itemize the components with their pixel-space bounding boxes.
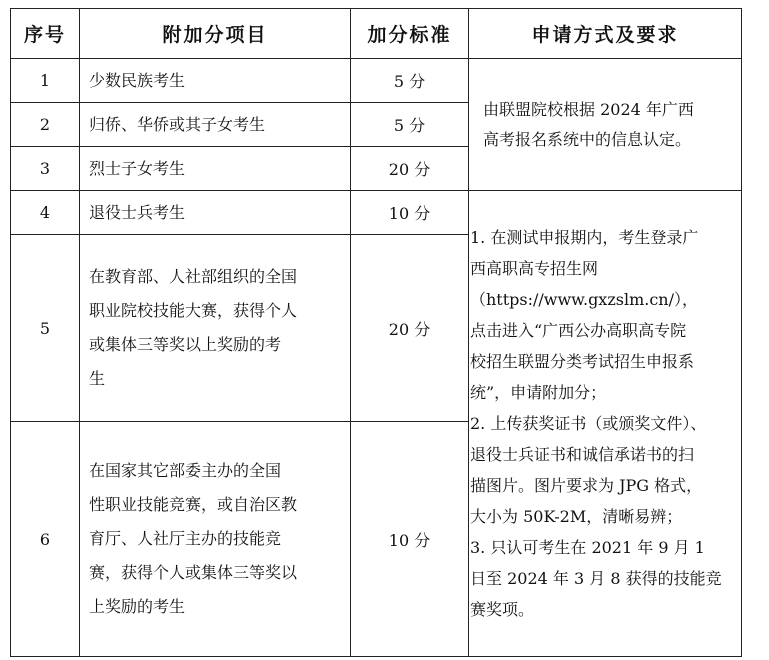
header-num: 序号: [11, 9, 80, 59]
header-requirement: 申请方式及要求: [469, 9, 742, 59]
row-score: 5 分: [351, 103, 469, 147]
item-line: 上奖励的考生: [89, 597, 186, 616]
item-line: 归侨、华侨或其子女考生: [89, 114, 266, 134]
item-line: 育厅、人社厅主办的技能竞: [89, 529, 282, 548]
row-num: 6: [11, 422, 80, 657]
requirement-cell-b: [469, 191, 742, 657]
row-num: 1: [11, 59, 80, 103]
table-row: [11, 191, 742, 235]
row-num: 5: [11, 235, 80, 422]
item-line: 赛，获得个人或集体三等奖以: [89, 563, 298, 582]
row-score: 20 分: [351, 235, 469, 422]
requirement-line: 由联盟院校根据 2024 年广西: [483, 99, 694, 119]
requirement-line: 高考报名系统中的信息认定。: [483, 129, 692, 149]
requirement-line: 赛奖项。: [470, 600, 535, 619]
item-line: 性职业技能竞赛，或自治区教: [89, 495, 298, 514]
requirement-line: 统”，申请附加分；: [470, 383, 607, 402]
row-item: [80, 191, 351, 235]
requirement-line: 西高职高专招生网: [470, 259, 599, 278]
table-row: [11, 59, 742, 103]
item-line: 职业院校技能大赛，获得个人: [89, 301, 298, 320]
row-score: 10 分: [351, 422, 469, 657]
row-item: [80, 59, 351, 103]
item-line: 或集体三等奖以上奖励的考: [89, 335, 282, 354]
row-num: 2: [11, 103, 80, 147]
requirement-line: 描图片。图片要求为 JPG 格式，: [470, 476, 703, 495]
row-num: 3: [11, 147, 80, 191]
item-line: 少数民族考生: [89, 70, 186, 90]
requirement-line: 校招生联盟分类考试招生申报系: [470, 352, 695, 371]
requirement-line: （https://www.gxzslm.cn/），: [470, 290, 699, 309]
row-item: [80, 422, 351, 657]
requirement-cell-a: [469, 59, 742, 191]
requirement-line: 日至 2024 年 3 月 8 获得的技能竞: [470, 569, 722, 588]
row-item: [80, 235, 351, 422]
row-score: 5 分: [351, 59, 469, 103]
item-line: 在国家其它部委主办的全国: [89, 461, 282, 480]
row-score: 20 分: [351, 147, 469, 191]
requirement-line: 大小为 50K-2M，清晰易辨；: [470, 507, 683, 526]
header-score: 加分标准: [351, 9, 469, 59]
requirement-line: 1. 在测试申报期内，考生登录广: [470, 228, 699, 247]
requirement-line: 2. 上传获奖证书（或颁奖文件）、: [470, 414, 707, 433]
item-line: 生: [89, 369, 106, 388]
item-line: 烈士子女考生: [89, 158, 186, 178]
header-row: [11, 9, 742, 59]
item-line: 退役士兵考生: [89, 202, 186, 222]
header-item: 附加分项目: [80, 9, 351, 59]
item-line: 在教育部、人社部组织的全国: [89, 267, 298, 286]
bonus-points-table: [10, 8, 742, 657]
requirement-line: 3. 只认可考生在 2021 年 9 月 1: [470, 538, 705, 557]
requirement-line: 点击进入“广西公办高职高专院: [470, 321, 687, 340]
row-item: [80, 147, 351, 191]
requirement-line: 退役士兵证书和诚信承诺书的扫: [470, 445, 695, 464]
row-item: [80, 103, 351, 147]
row-num: 4: [11, 191, 80, 235]
row-score: 10 分: [351, 191, 469, 235]
